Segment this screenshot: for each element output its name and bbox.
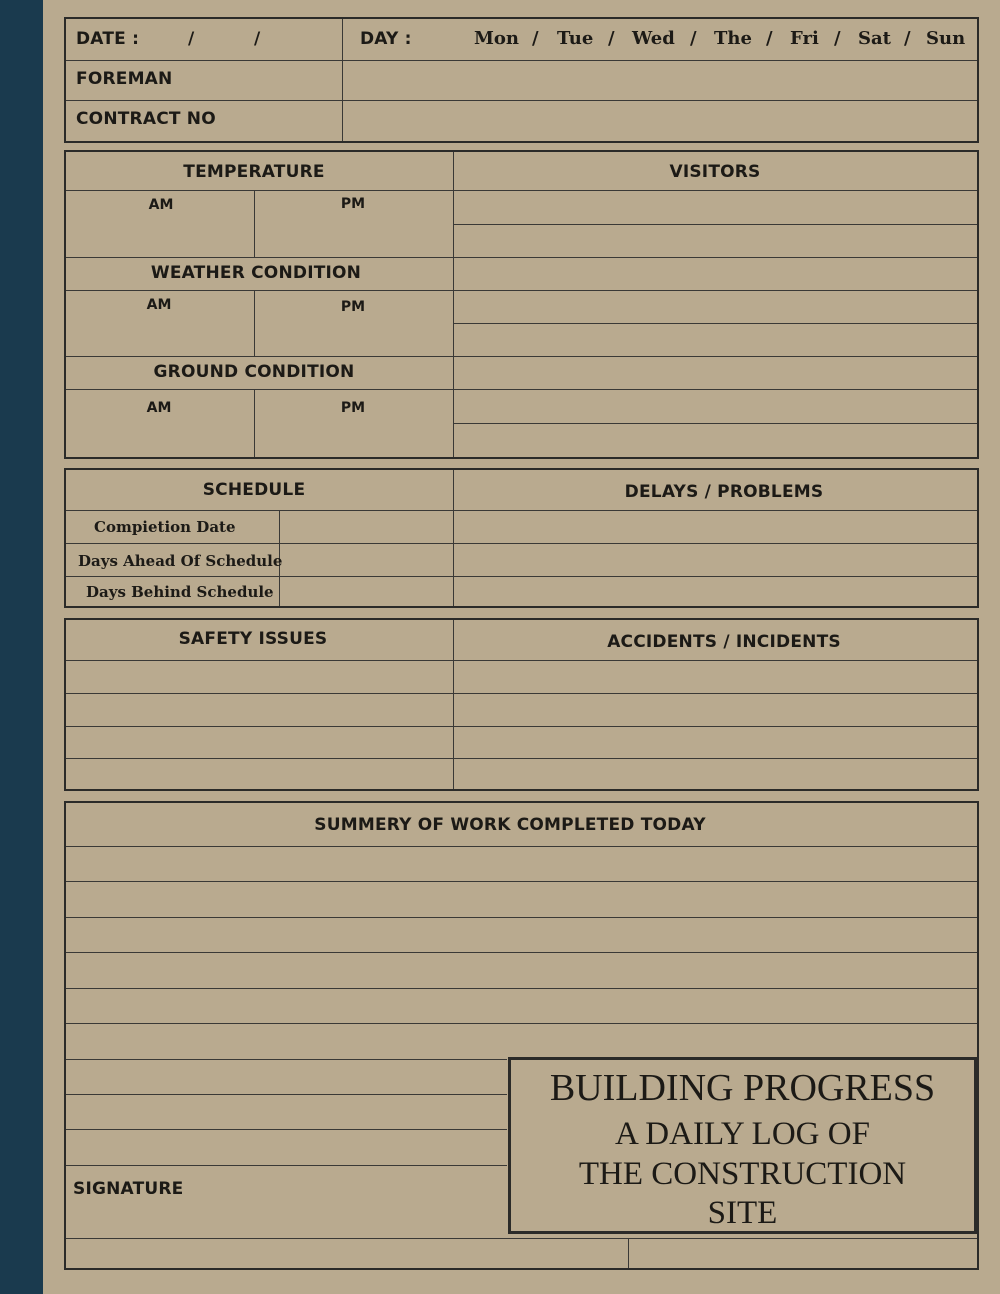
weather-condition-heading: WEATHER CONDITION [150,263,362,283]
days-ahead-label: Days Ahead Of Schedule [78,552,283,570]
completion-date-label: Compietion Date [94,518,236,536]
cover-subtitle-line: SITE [707,1195,778,1231]
day-label: DAY : [360,29,412,49]
day-option-tue[interactable]: Tue [557,28,594,49]
day-separator: / [766,28,773,49]
ground-condition-heading: GROUND CONDITION [153,362,355,382]
day-option-sun[interactable]: Sun [926,28,966,49]
day-separator: / [608,28,615,49]
cover-subtitle-line: A DAILY LOG OF [615,1116,870,1152]
cover-title-line: BUILDING PROGRESS [549,1067,936,1109]
accidents-incidents-heading: ACCIDENTS / INCIDENTS [607,632,841,652]
days-behind-label: Days Behind Schedule [86,583,274,601]
day-option-wed[interactable]: Wed [632,28,675,49]
schedule-delays-section [64,468,979,608]
visitors-heading: VISITORS [669,162,761,182]
signature-label: SIGNATURE [73,1179,184,1199]
day-separator: / [834,28,841,49]
day-separator: / [904,28,911,49]
foreman-field[interactable] [344,62,974,98]
weather-am-label: AM [146,297,172,313]
schedule-heading: SCHEDULE [202,480,306,500]
safety-issues-heading: SAFETY ISSUES [178,629,328,649]
day-option-thu[interactable]: The [714,28,752,49]
contract-number-label: CONTRACT NO [76,109,216,129]
safety-accidents-section [64,618,979,791]
summary-heading: SUMMERY OF WORK COMPLETED TODAY [314,815,706,835]
signature-field[interactable] [68,1167,506,1235]
foreman-label: FOREMAN [76,69,173,89]
day-option-mon[interactable]: Mon [474,28,520,49]
date-separator: / [188,29,195,49]
day-option-fri[interactable]: Fri [790,28,819,49]
day-option-sat[interactable]: Sat [858,28,891,49]
temperature-pm-label: PM [340,196,366,212]
weather-pm-label: PM [340,299,366,315]
day-separator: / [690,28,697,49]
temperature-am-label: AM [148,197,174,213]
date-separator: / [254,29,261,49]
ground-am-label: AM [146,400,172,416]
day-separator: / [532,28,539,49]
date-label: DATE : [76,29,140,49]
header-section [64,17,979,143]
ground-pm-label: PM [340,400,366,416]
contract-number-field[interactable] [344,102,974,138]
temperature-heading: TEMPERATURE [183,162,325,182]
book-spine [0,0,43,1294]
cover-subtitle-line: THE CONSTRUCTION [578,1156,907,1192]
conditions-visitors-section [64,150,979,459]
cover-title-box [508,1057,977,1234]
delays-problems-heading: DELAYS / PROBLEMS [624,482,824,502]
date-field[interactable] [146,21,336,57]
